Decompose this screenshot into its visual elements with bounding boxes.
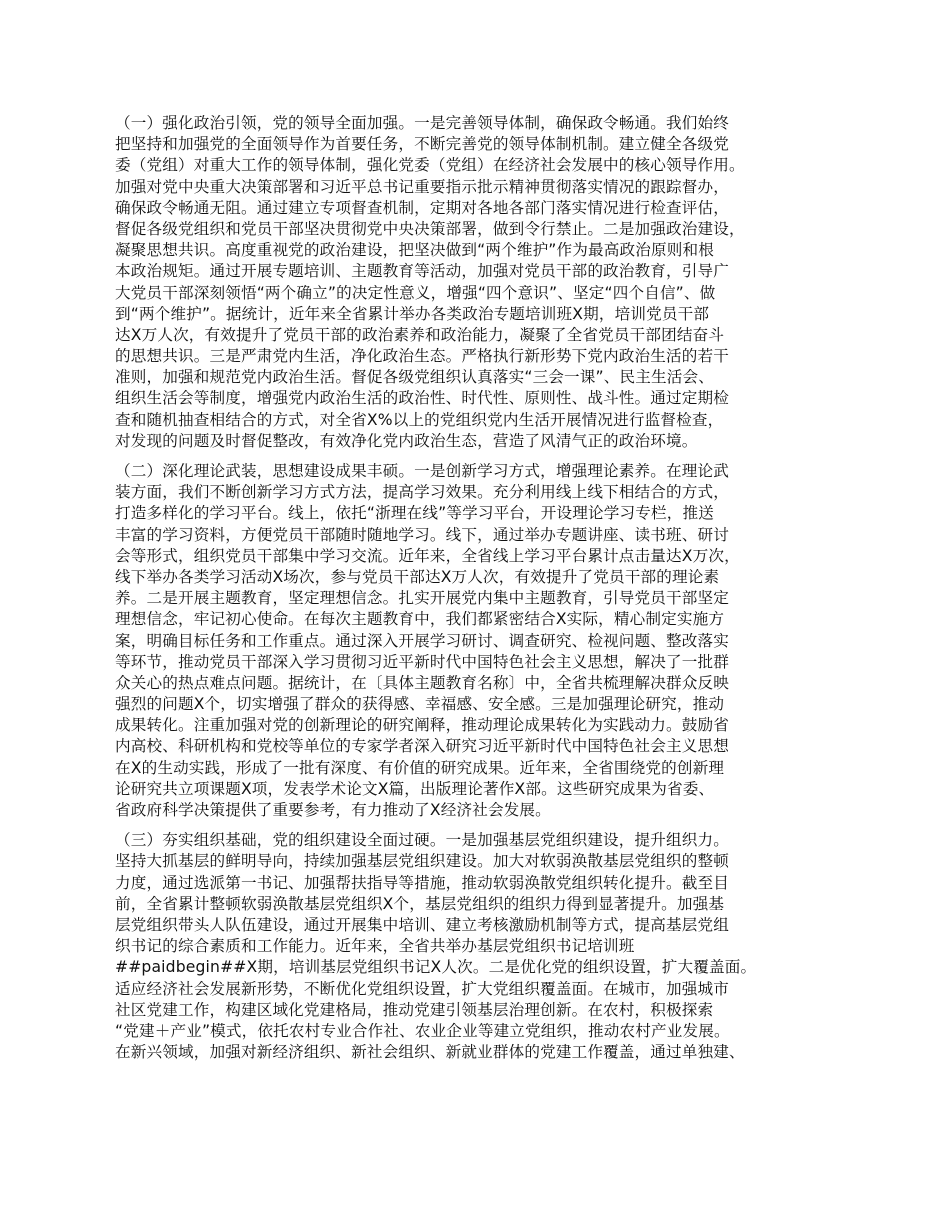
text-line: 适应经济社会发展新形势，不断优化党组织设置，扩大党组织覆盖面。在城市，加强城市 <box>115 979 730 998</box>
text-line: 织书记的综合素质和工作能力。近年来，全省共举办基层党组织书记培训班 <box>115 937 635 956</box>
document-page <box>115 113 855 1072</box>
text-line: “党建＋产业”模式，依托农村专业合作社、农业企业等建立党组织，推动农村产业发展。 <box>115 1021 730 1040</box>
text-line: 把坚持和加强党的全面领导作为首要任务，不断完善党的领导体制机制。建立健全各级党 <box>115 135 730 154</box>
text-line: 加强对党中央重大决策部署和习近平总书记重要指示批示精神贯彻落实情况的跟踪督办， <box>115 177 730 196</box>
text-line: 大党员干部深刻领悟“两个确立”的决定性意义，增强“四个意识”、坚定“四个自信”、做 <box>115 283 716 302</box>
paragraph-theoretical-study <box>115 461 855 821</box>
text-line: （二）深化理论武装，思想建设成果丰硕。一是创新学习方式，增强理论素养。在理论武 <box>115 462 730 480</box>
text-line: 养。二是开展主题教育，坚定理想信念。扎实开展党内集中主题教育，引导党员干部坚定 <box>115 589 730 608</box>
text-line: 论研究共立项课题X项，发表学术论文X篇，出版理论著作X部。这些研究成果为省委、 <box>115 779 715 798</box>
text-line: 案，明确目标任务和工作重点。通过深入开展学习研讨、调查研究、检视问题、整改落实 <box>115 631 730 650</box>
text-line: 成果转化。注重加强对党的创新理论的研究阐释，推动理论成果转化为实践动力。鼓励省 <box>115 716 730 735</box>
text-line: 理想信念，牢记初心使命。在每次主题教育中，我们都紧密结合X实际，精心制定实施方 <box>115 610 725 629</box>
text-line: （三）夯实组织基础，党的组织建设全面过硬。一是加强基层党组织建设，提升组织力。 <box>115 831 730 850</box>
text-line: 在X的生动实践，形成了一批有深度、有价值的研究成果。近年来，全省围绕党的创新理 <box>115 758 725 777</box>
text-line: 力度，通过选派第一书记、加强帮扶指导等措施，推动软弱涣散党组织转化提升。截至目 <box>115 873 730 892</box>
paragraph-political-leadership <box>115 113 855 452</box>
text-line: 丰富的学习资料，方便党员干部随时随地学习。线下，通过举办专题讲座、读书班、研讨 <box>115 525 730 544</box>
text-line: 线下举办各类学习活动X场次，参与党员干部达X万人次，有效提升了党员干部的理论素 <box>115 567 720 586</box>
text-line: （一）强化政治引领，党的领导全面加强。一是完善领导体制，确保政令畅通。我们始终 <box>115 114 730 132</box>
text-line: 督促各级党组织和党员干部坚决贯彻党中央决策部署，做到令行禁止。二是加强政治建设， <box>115 219 745 238</box>
text-line: 组织生活会等制度，增强党内政治生活的政治性、时代性、原则性、战斗性。通过定期检 <box>115 389 730 408</box>
text-line: 装方面，我们不断创新学习方式方法，提高学习效果。充分利用线上线下相结合的方式， <box>115 483 730 502</box>
text-line: 层党组织带头人队伍建设，通过开展集中培训、建立考核激励机制等方式，提高基层党组 <box>115 915 730 934</box>
paragraph-organization-building <box>115 830 855 1063</box>
text-line: 确保政令畅通无阻。通过建立专项督查机制，定期对各地各部门落实情况进行检查评估， <box>115 198 730 217</box>
text-line: 强烈的问题X个，切实增强了群众的获得感、幸福感、安全感。三是加强理论研究，推动 <box>115 695 725 714</box>
text-line: 会等形式，组织党员干部集中学习交流。近年来，全省线上学习平台累计点击量达X万次， <box>115 546 740 565</box>
text-line: ##paidbegin##X期，培训基层党组织书记X人次。二是优化党的组织设置，扩大覆盖面。 <box>115 958 757 977</box>
text-line: 内高校、科研机构和党校等单位的专家学者深入研究习近平新时代中国特色社会主义思想 <box>115 737 730 756</box>
text-line: 凝聚思想共识。高度重视党的政治建设，把坚决做到“两个维护”作为最高政治原则和根 <box>115 241 714 260</box>
text-line: 众关心的热点难点问题。据统计，在〔具体主题教育名称〕中，全省共梳理解决群众反映 <box>115 673 730 692</box>
text-line: 对发现的问题及时督促整改，有效净化党内政治生态，营造了风清气正的政治环境。 <box>115 431 698 450</box>
text-line: 查和随机抽查相结合的方式，对全省X%以上的党组织党内生活开展情况进行监督检查， <box>115 410 724 429</box>
text-line: 社区党建工作，构建区域化党建格局，推动党建引领基层治理创新。在农村，积极探索 <box>115 1000 714 1019</box>
text-line: 前，全省累计整顿软弱涣散基层党组织X个，基层党组织的组织力得到显著提升。加强基 <box>115 894 725 913</box>
text-line: 省政府科学决策提供了重要参考，有力推动了X经济社会发展。 <box>115 801 551 819</box>
text-line: 到“两个维护”。据统计，近年来全省累计举办各类政治专题培训班X期，培训党员干部 <box>115 304 710 323</box>
text-line: 等环节，推动党员干部深入学习贯彻习近平新时代中国特色社会主义思想，解决了一批群 <box>115 652 730 671</box>
text-line: 坚持大抓基层的鲜明导向，持续加强基层党组织建设。加大对软弱涣散基层党组织的整顿 <box>115 852 730 871</box>
text-line: 准则，加强和规范党内政治生活。督促各级党组织认真落实“三会一课”、民主生活会、 <box>115 368 714 387</box>
text-line: 委（党组）对重大工作的领导体制，强化党委（党组）在经济社会发展中的核心领导作用。 <box>115 156 745 175</box>
text-line: 在新兴领域，加强对新经济组织、新社会组织、新就业群体的党建工作覆盖，通过单独建、 <box>115 1043 745 1062</box>
text-line: 本政治规矩。通过开展专题培训、主题教育等活动，加强对党员干部的政治教育，引导广 <box>115 262 730 281</box>
text-line: 打造多样化的学习平台。线上，依托“浙理在线”等学习平台，开设理论学习专栏，推送 <box>115 504 714 523</box>
text-line: 的思想共识。三是严肃党内生活，净化政治生态。严格执行新形势下党内政治生活的若干 <box>115 347 730 366</box>
text-line: 达X万人次，有效提升了党员干部的政治素养和政治能力，凝聚了全省党员干部团结奋斗 <box>115 325 725 344</box>
